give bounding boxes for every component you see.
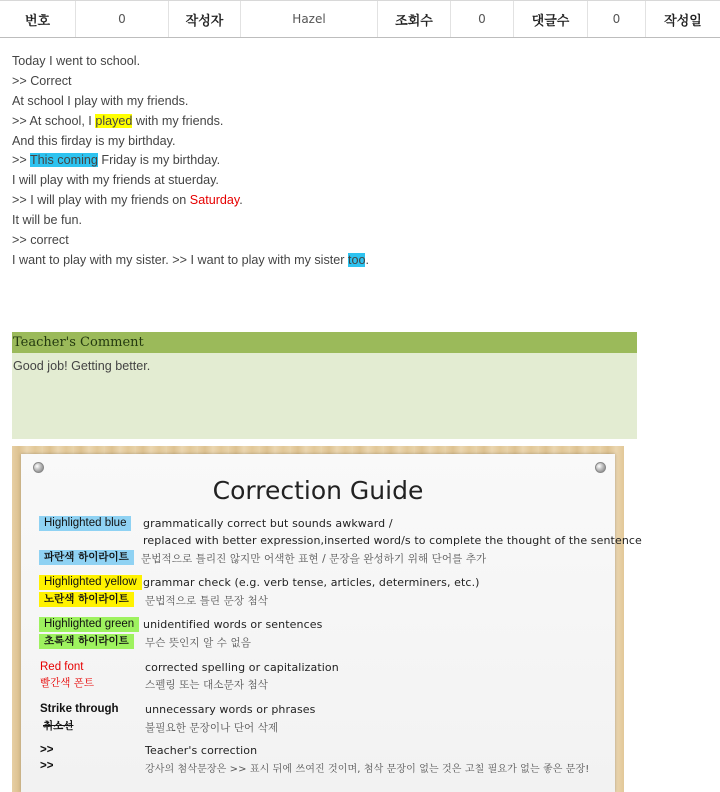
blue-tag-en: Highlighted blue xyxy=(39,516,131,531)
author-label: 작성자 xyxy=(169,1,241,37)
pushpin-icon xyxy=(595,462,606,473)
post-line: I will play with my friends at stuerday. xyxy=(12,173,219,188)
arrow-tag-en: >> xyxy=(40,744,54,756)
yellow-desc: grammar check (e.g. verb tense, articles, determiners, etc.) xyxy=(143,576,480,589)
correction-guide-board xyxy=(12,446,642,792)
author-value: Hazel xyxy=(241,1,378,37)
views-value: 0 xyxy=(451,1,514,37)
post-text: >> I will play with my friends on xyxy=(12,193,190,208)
post-body xyxy=(12,52,692,271)
strike-tag-en: Strike through xyxy=(40,703,119,715)
red-tag-en: Red font xyxy=(40,661,84,673)
comments-value: 0 xyxy=(588,1,646,37)
blue-highlight: This coming xyxy=(29,153,98,168)
blue-highlight: too xyxy=(347,252,366,267)
post-line: It will be fun. xyxy=(12,213,82,228)
post-line: Today I went to school. xyxy=(12,54,141,68)
post-text: >> xyxy=(12,153,30,168)
post-line: At school I play with my friends. xyxy=(12,93,189,108)
views-label: 조회수 xyxy=(378,1,451,37)
date-label: 작성일 xyxy=(664,13,702,29)
no-value: 0 xyxy=(76,1,169,37)
post-text: Friday is my birthday. xyxy=(97,153,221,168)
comments-label: 댓글수 xyxy=(514,1,588,37)
post-line xyxy=(12,151,692,171)
teacher-comment-body: Good job! Getting better. xyxy=(12,353,637,439)
post-line xyxy=(12,251,692,271)
yellow-desc-ko: 문법적으로 틀린 문장 첨삭 xyxy=(145,595,268,607)
guide-title: Correction Guide xyxy=(212,476,424,505)
post-text: . xyxy=(365,252,369,267)
green-desc-ko: 무슨 뜻인지 알 수 없음 xyxy=(145,637,251,649)
blue-tag-ko: 파란색 하이라이트 xyxy=(39,550,134,565)
yellow-highlight: played xyxy=(95,113,133,128)
blue-desc: grammatically correct but sounds awkward / xyxy=(143,517,393,530)
teacher-comment-header: Teacher's Comment xyxy=(12,332,637,353)
post-line xyxy=(12,112,692,132)
arrow-desc-ko: 강사의 첨삭문장은 >> 표시 뒤에 쓰여진 것이며, 첨삭 문장이 없는 것은 고칠 필요가 없는 좋은 문장! xyxy=(145,764,590,775)
post-line: >> Correct xyxy=(12,73,72,88)
post-meta-row xyxy=(0,0,720,38)
strike-desc: unnecessary words or phrases xyxy=(145,703,316,716)
strike-tag-ko: 취소선 xyxy=(43,720,74,732)
post-text: >> At school, I xyxy=(12,113,96,128)
pushpin-icon xyxy=(33,462,44,473)
arrow-tag-ko: >> xyxy=(40,760,54,772)
arrow-desc: Teacher's correction xyxy=(145,744,258,757)
no-label: 번호 xyxy=(0,1,76,37)
post-text: . xyxy=(239,193,243,208)
green-tag-en: Highlighted green xyxy=(39,617,139,632)
yellow-tag-en: Highlighted yellow xyxy=(39,575,142,590)
post-text: I want to play with my sister. >> I want to play with my sister xyxy=(12,252,348,267)
green-tag-ko: 초록색 하이라이트 xyxy=(39,634,134,649)
post-line xyxy=(12,191,692,211)
strike-desc-ko: 불필요한 문장이나 단어 삭제 xyxy=(145,722,279,734)
green-desc: unidentified words or sentences xyxy=(143,618,323,631)
yellow-tag-ko: 노란색 하이라이트 xyxy=(39,592,134,607)
red-tag-ko: 빨간색 폰트 xyxy=(40,677,95,689)
blue-desc: replaced with better expression,inserted word/s to complete the thought of the sentence xyxy=(143,534,642,547)
red-correction: Saturday xyxy=(189,193,240,208)
red-desc-ko: 스펠링 또는 대소문자 첨삭 xyxy=(145,679,268,691)
red-desc: corrected spelling or capitalization xyxy=(145,661,339,674)
blue-desc-ko: 문법적으로 틀리진 않지만 어색한 표현 / 문장을 완성하기 위해 단어를 추가 xyxy=(141,553,487,565)
post-line: >> correct xyxy=(12,233,69,248)
post-line: And this firday is my birthday. xyxy=(12,133,176,148)
correction-guide-paper xyxy=(21,454,642,792)
post-text: with my friends. xyxy=(132,113,224,128)
